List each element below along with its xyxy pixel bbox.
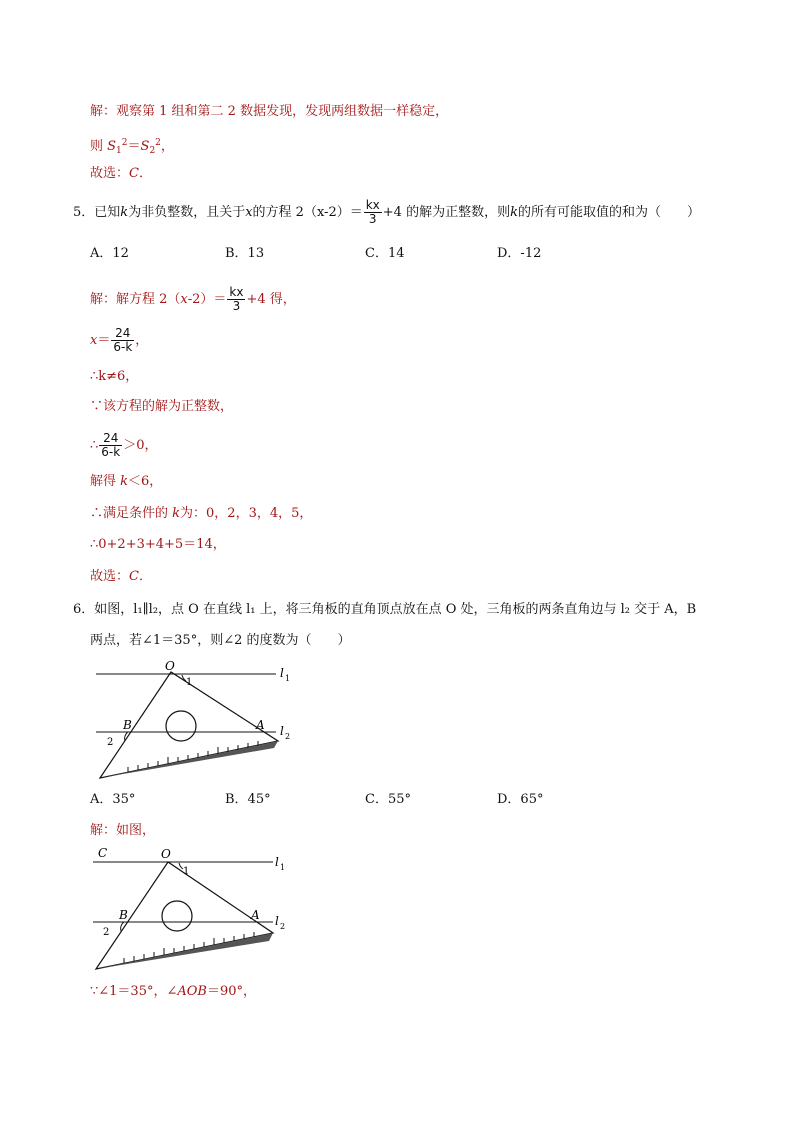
prev-solution-line-1: 解：观察第 1 组和第二 2 数据发现，发现两组数据一样稳定， [90, 104, 449, 119]
fig1-label-a: A [256, 718, 265, 732]
prev-solution-line-2: 则 $S_1^2=S_2^2$， [90, 138, 174, 156]
q6-stem-line-1: 6．如图，l₁∥l₂，点 O 在直线 l₁ 上，将三角板的直角顶点放在点 O 处，三角板的两条直角边与 l₂ 交于 A，B [73, 602, 697, 617]
fig1-label-o: O [165, 659, 175, 673]
fig2-label-b: B [119, 908, 128, 922]
fig1-label-b: B [123, 718, 132, 732]
prev-answer: 故选：C． [90, 166, 152, 181]
q6-figure [88, 655, 298, 785]
fig2-label-o: O [161, 847, 171, 861]
q5-solution-line-5: ∴ $\frac{24}{6-k}$ ＞0， [90, 431, 158, 459]
q6-option-a: A．35° [90, 792, 136, 807]
fig2-label-l2: l [275, 914, 279, 928]
fig2-label-l1-sub: 1 [280, 863, 286, 872]
fig2-label-c: C [98, 846, 108, 860]
q6-option-d: D．65° [497, 792, 544, 807]
fig1-label-l2-sub: 2 [285, 732, 291, 741]
q5-option-d: D．-12 [497, 246, 542, 261]
fig2-label-l1: l [275, 855, 279, 869]
q6-stem-line-2: 两点，若∠1＝35°，则∠2 的度数为（ ） [90, 633, 351, 648]
q6-solution-figure [88, 842, 298, 972]
q5-option-b: B．13 [225, 246, 265, 261]
fig1-label-l1: l [280, 666, 284, 680]
q5-solution-line-2: x＝ $\frac{24}{6-k}$ ， [90, 326, 149, 354]
fig2-label-2: 2 [103, 927, 110, 938]
q5-solution-line-1: 解：解方程 2（x-2）＝ $\frac{kx}{3}$ +4 得， [90, 285, 296, 313]
fig1-label-1: 1 [186, 677, 193, 688]
fig2-label-1: 1 [183, 866, 190, 877]
q5-stem-fraction: $\frac{kx}{3}$ [365, 198, 380, 226]
q6-option-c: C．55° [365, 792, 411, 807]
q6-option-b: B．45° [225, 792, 271, 807]
q5-stem: 5．已知k为非负整数，且关于x的方程 2（x-2）＝ $\frac{kx}{3}$ +4 的解为正整数，则k的所有可能取值的和为（ ） [73, 198, 700, 226]
fig2-label-l2-sub: 2 [280, 922, 286, 931]
fig1-label-l1-sub: 1 [285, 674, 291, 683]
q5-solution-line-4: ∵该方程的解为正整数， [90, 399, 234, 414]
q5-option-a: A．12 [90, 246, 129, 261]
q5-solution-line-7: ∴满足条件的 k为：0，2，3，4，5， [90, 506, 313, 521]
fig2-label-a: A [251, 908, 260, 922]
q6-solution-line-1: 解：如图， [90, 823, 156, 838]
q5-solution-line-9: 故选：C． [90, 569, 152, 584]
fig1-label-2: 2 [107, 737, 114, 748]
q5-solution-line-6: 解得 k＜6， [90, 474, 163, 489]
q6-solution-line-2: ∵∠1＝35°，∠AOB＝90°， [90, 984, 257, 999]
fig1-label-l2: l [280, 724, 284, 738]
q5-solution-line-3: ∴k≠6， [90, 369, 139, 384]
q5-solution-line-8: ∴0+2+3+4+5＝14， [90, 537, 226, 552]
q5-option-c: C．14 [365, 246, 405, 261]
